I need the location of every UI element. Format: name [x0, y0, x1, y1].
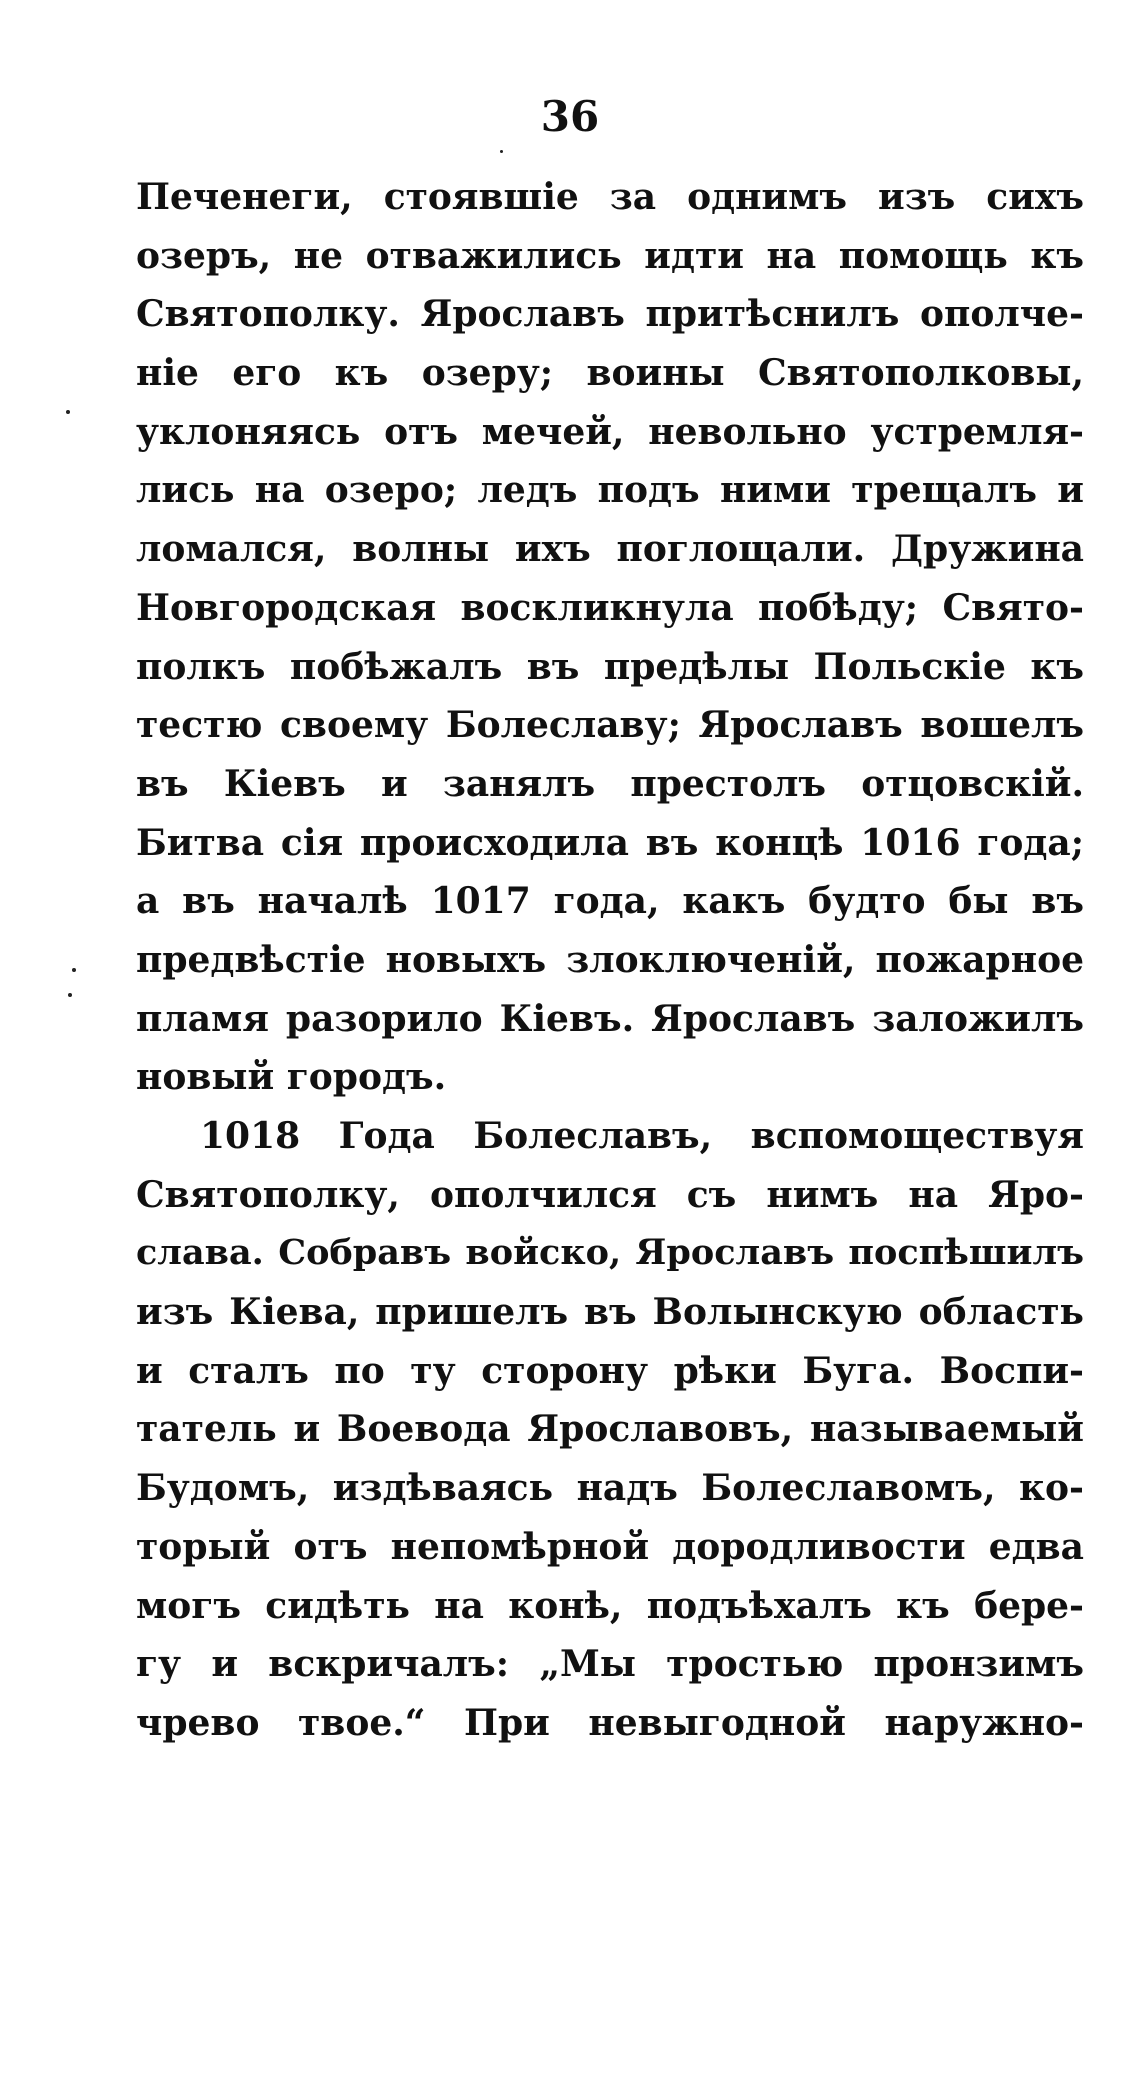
text-line: изъ Кіева, пришелъ въ Волынскую область [136, 1291, 1084, 1334]
text-line: Новгородская воскликнула побѣду; Свято- [136, 586, 1084, 629]
text-line: чрево твое.“ При невыгодной наружно- [136, 1701, 1084, 1744]
body-text [136, 168, 1084, 1753]
text-line: Будомъ, издѣваясь надъ Болеславомъ, ко- [136, 1467, 1084, 1510]
print-speck [68, 993, 72, 997]
text-line: Святополку, ополчился съ нимъ на Яро- [136, 1173, 1084, 1216]
print-speck [72, 968, 76, 972]
text-line: Битва сія происходила въ концѣ 1016 года; [136, 821, 1084, 864]
text-line: Святополку. Ярославъ притѣснилъ ополче- [136, 293, 1084, 336]
text-line: торый отъ непомѣрной дородливости едва [136, 1525, 1084, 1568]
paragraph-first-line: 1018 Года Болеславъ, вспомоществуя [200, 1115, 1084, 1157]
text-line: татель и Воевода Ярославовъ, называемый [136, 1408, 1084, 1451]
text-line: пламя разорило Кіевъ. Ярославъ заложилъ [136, 997, 1084, 1040]
text-line: и сталъ по ту сторону рѣки Буга. Воспи- [136, 1349, 1084, 1392]
text-line: озеръ, не отважились идти на помощь къ [136, 234, 1084, 277]
text-line: слава. Собравъ войско, Ярославъ поспѣшилъ [136, 1232, 1084, 1274]
text-line: могъ сидѣть на конѣ, подъѣхалъ къ бере- [136, 1584, 1084, 1627]
text-line: тестю своему Болеславу; Ярославъ вошелъ [136, 704, 1084, 747]
text-line: гу и вскричалъ: „Мы тростью пронзимъ [136, 1643, 1084, 1686]
text-line: Печенеги, стоявшіе за однимъ изъ сихъ [136, 176, 1084, 218]
text-line: лись на озеро; ледъ подъ ними трещалъ и [136, 469, 1084, 512]
text-line: а въ началѣ 1017 года, какъ будто бы въ [136, 880, 1084, 923]
text-line: уклоняясь отъ мечей, невольно устремля- [136, 410, 1084, 453]
print-speck [66, 410, 70, 414]
print-speck [500, 150, 503, 153]
text-line: въ Кіевъ и занялъ престолъ отцовскій. [136, 762, 1084, 805]
text-line: ніе его къ озеру; воины Святополковы, [136, 352, 1084, 395]
text-line: предвѣстіе новыхъ злоключеній, пожарное [136, 938, 1084, 981]
page-number: 36 [540, 92, 600, 141]
text-line: ломался, волны ихъ поглощали. Дружина [136, 528, 1084, 571]
paragraph-last-line: новый городъ. [136, 1056, 447, 1099]
text-line: полкъ побѣжалъ въ предѣлы Польскіе къ [136, 645, 1084, 688]
